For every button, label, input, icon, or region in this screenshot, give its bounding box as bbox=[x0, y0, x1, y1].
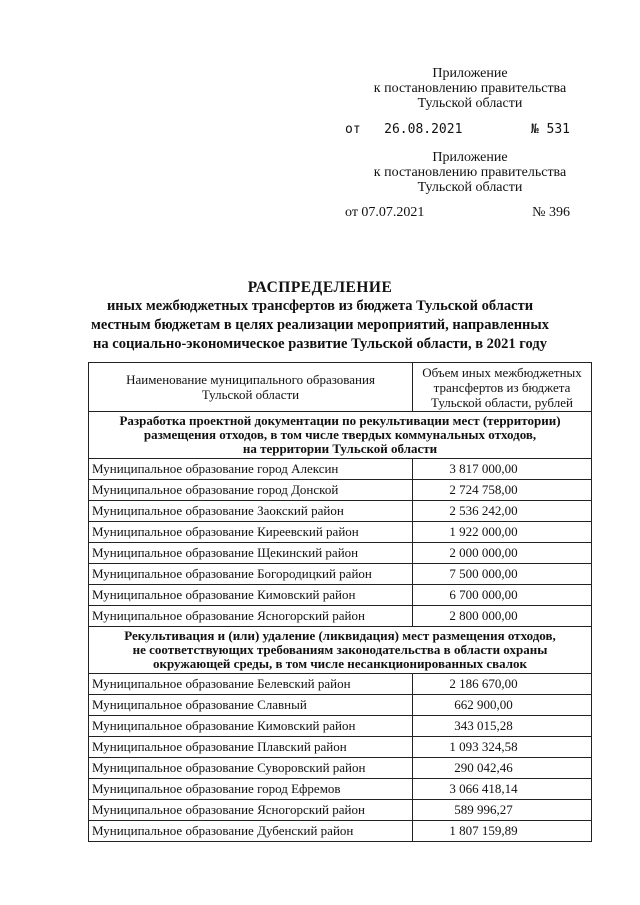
table-row bbox=[89, 480, 592, 501]
municipality-name: Муниципальное образование Киреевский район bbox=[89, 522, 413, 543]
table-row bbox=[89, 543, 592, 564]
distribution-table bbox=[88, 362, 592, 842]
title-line: местным бюджетам в целях реализации мероприятий, направленных bbox=[90, 317, 549, 333]
transfer-amount: 3 066 418,14 bbox=[413, 779, 592, 800]
transfer-amount: 6 700 000,00 bbox=[413, 585, 592, 606]
table-row bbox=[89, 758, 592, 779]
title-main: РАСПРЕДЕЛЕНИЕ bbox=[247, 279, 393, 296]
transfer-amount: 2 800 000,00 bbox=[413, 606, 592, 627]
transfer-amount: 3 817 000,00 bbox=[413, 459, 592, 480]
table-row bbox=[89, 522, 592, 543]
table-row bbox=[89, 606, 592, 627]
table-row bbox=[89, 779, 592, 800]
appendix-ref: к постановлению правительства bbox=[373, 81, 567, 96]
appendix-block-2 bbox=[340, 150, 600, 195]
table-header-row bbox=[89, 363, 592, 412]
transfer-amount: 1 093 324,58 bbox=[413, 737, 592, 758]
section-header-row bbox=[89, 412, 592, 459]
section-title: Рекультивация и (или) удаление (ликвидация) мест размещения отходов, не соответствующих требованиям законодательства в области охраны окружающей среды, в том числе несанкционированных свалок bbox=[89, 627, 592, 674]
section-title: Разработка проектной документации по рекультивации мест (территории) размещения отходов, в том числе твердых коммунальных отходов, на территории Тульской области bbox=[89, 412, 592, 459]
municipality-name: Муниципальное образование город Алексин bbox=[89, 459, 413, 480]
municipality-name: Муниципальное образование Славный bbox=[89, 695, 413, 716]
appendix-label: Приложение bbox=[432, 150, 508, 165]
table-row bbox=[89, 585, 592, 606]
transfer-amount: 7 500 000,00 bbox=[413, 564, 592, 585]
transfer-amount: 1 922 000,00 bbox=[413, 522, 592, 543]
appendix-region: Тульской области bbox=[417, 180, 523, 195]
municipality-name: Муниципальное образование Белевский район bbox=[89, 674, 413, 695]
decree-date-line-1 bbox=[345, 122, 570, 137]
column-header-name: Наименование муниципального образования Тульской области bbox=[89, 363, 413, 412]
table-row bbox=[89, 564, 592, 585]
transfer-amount: 2 724 758,00 bbox=[413, 480, 592, 501]
transfer-amount: 2 000 000,00 bbox=[413, 543, 592, 564]
municipality-name: Муниципальное образование Ясногорский район bbox=[89, 606, 413, 627]
transfer-amount: 2 186 670,00 bbox=[413, 674, 592, 695]
decree-date: от 26.08.2021 bbox=[345, 122, 463, 137]
section-header-row bbox=[89, 627, 592, 674]
municipality-name: Муниципальное образование Кимовский район bbox=[89, 585, 413, 606]
title-line: иных межбюджетных трансфертов из бюджета Тульской области bbox=[106, 298, 534, 314]
municipality-name: Муниципальное образование Ясногорский район bbox=[89, 800, 413, 821]
decree-number: № 396 bbox=[532, 205, 570, 220]
table-row bbox=[89, 459, 592, 480]
municipality-name: Муниципальное образование Кимовский район bbox=[89, 716, 413, 737]
table-row bbox=[89, 716, 592, 737]
transfer-amount: 2 536 242,00 bbox=[413, 501, 592, 522]
municipality-name: Муниципальное образование город Ефремов bbox=[89, 779, 413, 800]
title-line: на социально-экономическое развитие Тульской области, в 2021 году bbox=[93, 336, 547, 352]
municipality-name: Муниципальное образование Щекинский район bbox=[89, 543, 413, 564]
table-row bbox=[89, 674, 592, 695]
table-row bbox=[89, 821, 592, 842]
decree-number: № 531 bbox=[530, 122, 570, 137]
decree-date-line-2 bbox=[345, 205, 570, 221]
table-row bbox=[89, 501, 592, 522]
column-header-volume: Объем иных межбюджетных трансфертов из бюджета Тульской области, рублей bbox=[413, 363, 592, 412]
transfer-amount: 343 015,28 bbox=[413, 716, 592, 737]
document-title bbox=[60, 278, 580, 354]
municipality-name: Муниципальное образование Заокский район bbox=[89, 501, 413, 522]
municipality-name: Муниципальное образование город Донской bbox=[89, 480, 413, 501]
appendix-region: Тульской области bbox=[417, 96, 523, 111]
transfer-amount: 662 900,00 bbox=[413, 695, 592, 716]
municipality-name: Муниципальное образование Плавский район bbox=[89, 737, 413, 758]
transfer-amount: 1 807 159,89 bbox=[413, 821, 592, 842]
transfer-amount: 589 996,27 bbox=[413, 800, 592, 821]
transfer-amount: 290 042,46 bbox=[413, 758, 592, 779]
table-row bbox=[89, 695, 592, 716]
appendix-label: Приложение bbox=[432, 66, 508, 81]
municipality-name: Муниципальное образование Суворовский район bbox=[89, 758, 413, 779]
appendix-ref: к постановлению правительства bbox=[373, 165, 567, 180]
appendix-block-1 bbox=[340, 66, 600, 111]
municipality-name: Муниципальное образование Богородицкий район bbox=[89, 564, 413, 585]
table-row bbox=[89, 800, 592, 821]
table-row bbox=[89, 737, 592, 758]
municipality-name: Муниципальное образование Дубенский район bbox=[89, 821, 413, 842]
decree-date: от 07.07.2021 bbox=[345, 205, 425, 220]
